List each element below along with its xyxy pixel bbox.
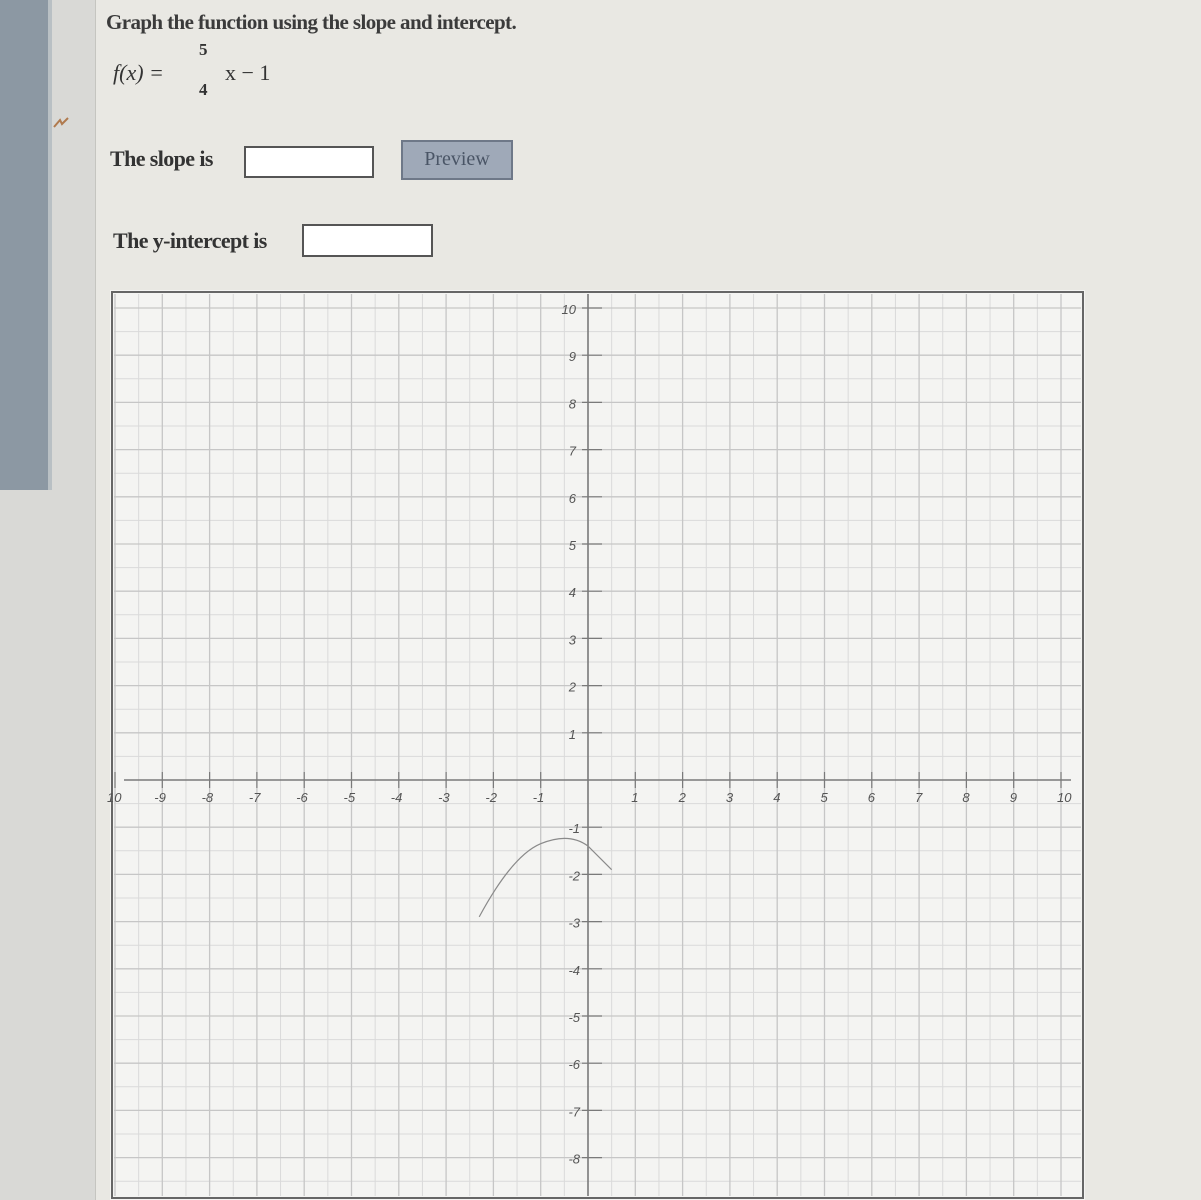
formula-numerator: 5 (199, 40, 208, 59)
x-tick-label: 10 (107, 790, 122, 805)
y-tick-label: -1 (568, 821, 580, 837)
x-tick-label: 10 (1057, 790, 1072, 805)
y-tick-label: 9 (568, 349, 576, 365)
x-tick-label: 3 (725, 790, 734, 805)
x-tick-label: 6 (867, 790, 876, 805)
y-tick-label: 10 (561, 302, 576, 317)
x-tick-label: -2 (485, 790, 497, 805)
question-title: Graph the function using the slope and intercept. (106, 10, 517, 34)
y-tick-label: 7 (568, 443, 576, 459)
y-intercept-input[interactable] (302, 224, 433, 257)
y-tick-label: 6 (568, 490, 576, 506)
y-tick-label: 4 (568, 585, 576, 601)
x-tick-label: -9 (154, 790, 166, 805)
x-tick-label: -3 (438, 790, 450, 805)
y-tick-label: 1 (568, 726, 576, 742)
preview-button[interactable]: Preview (401, 140, 513, 180)
y-tick-label: -3 (568, 915, 580, 931)
question-status-icon (52, 115, 70, 133)
x-tick-label: 2 (678, 790, 686, 805)
x-tick-label: 1 (631, 790, 639, 805)
sidebar-edge (48, 0, 52, 490)
y-tick-label: -6 (568, 1057, 580, 1073)
left-sidebar (0, 0, 48, 490)
slope-label: The slope is (110, 146, 213, 171)
x-tick-label: -6 (296, 790, 308, 805)
function-formula (113, 40, 313, 100)
y-tick-label: 5 (568, 538, 576, 553)
x-tick-label: 7 (915, 790, 923, 805)
x-tick-label: 5 (820, 790, 828, 805)
x-tick-label: 9 (1009, 790, 1017, 805)
y-tick-label: -4 (568, 962, 580, 978)
x-tick-label: -4 (390, 790, 403, 805)
y-tick-label: 8 (568, 396, 576, 412)
y-tick-label: -5 (568, 1010, 580, 1025)
y-tick-label: -7 (568, 1104, 580, 1120)
x-tick-label: -7 (248, 790, 261, 805)
x-tick-label: -1 (532, 790, 545, 805)
y-tick-label: -2 (568, 868, 580, 884)
formula-rhs: x − 1 (225, 60, 271, 85)
x-tick-label: -8 (201, 790, 214, 805)
y-tick-label: 2 (568, 679, 576, 695)
slope-input[interactable] (244, 146, 374, 178)
y-tick-label: 3 (568, 632, 576, 648)
coordinate-graph[interactable] (107, 290, 1085, 1200)
x-tick-label: 4 (773, 790, 781, 805)
x-tick-label: -5 (343, 790, 356, 805)
y-tick-label: -8 (568, 1151, 580, 1167)
y-intercept-label: The y-intercept is (113, 228, 267, 253)
formula-denominator: 4 (199, 80, 208, 99)
x-tick-label: 8 (962, 790, 970, 805)
formula-lhs: f(x) = (113, 60, 164, 85)
